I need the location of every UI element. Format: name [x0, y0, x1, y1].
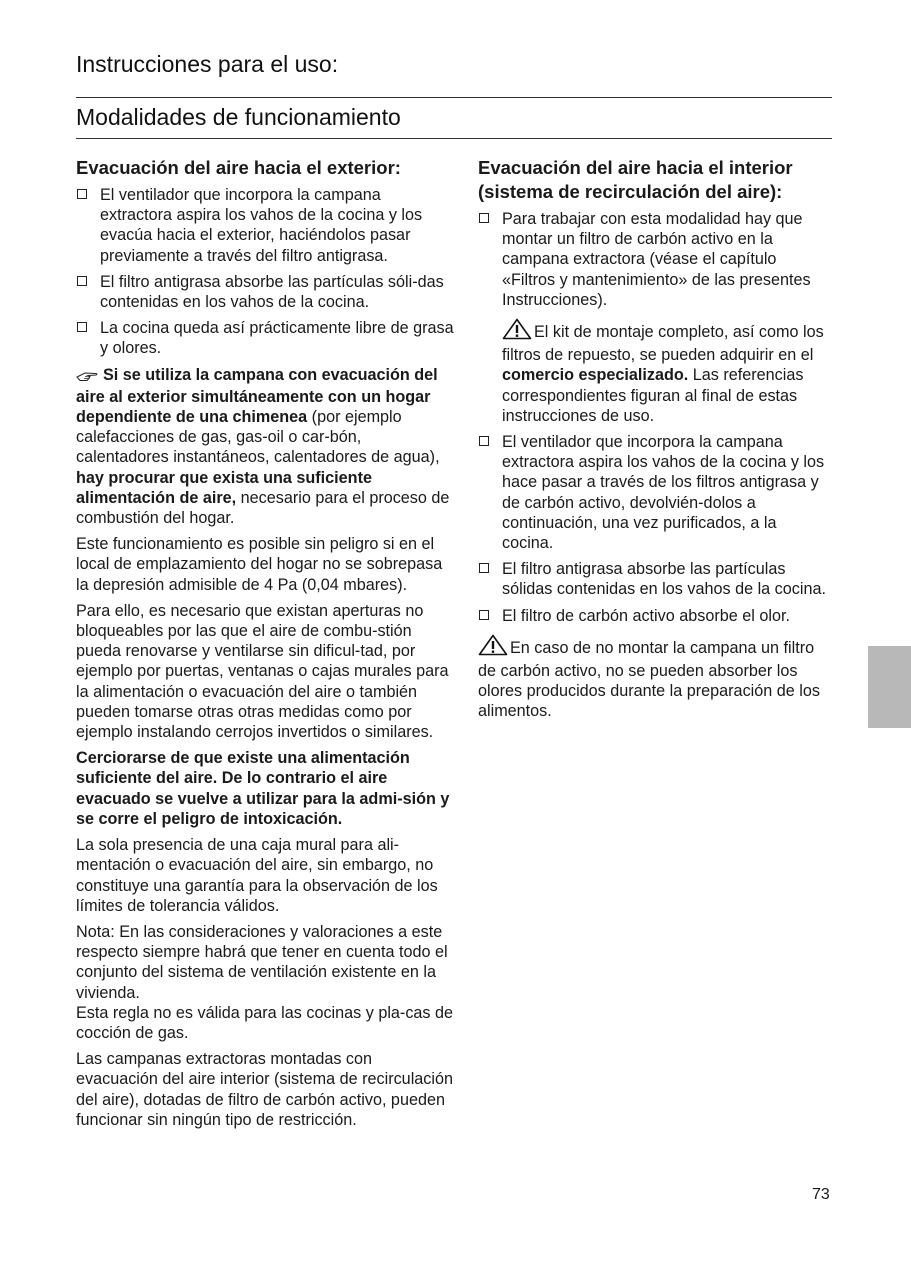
note-text: Nota: En las consideraciones y valoraciones a este respecto siempre habrá que tener en cuenta todo el conjunto del sistema de ventilación existente en la vivienda. — [76, 922, 448, 1002]
section-tab-marker — [868, 646, 911, 728]
chimney-note-bold-1: Si se utiliza la campana con evacuación del aire al exterior simultáneamente con un hogar dependiente de una chimenea — [76, 365, 438, 427]
checkbox-icon — [479, 436, 489, 446]
chimney-note-text-2: necesario para el proceso de combustión del hogar. — [76, 488, 450, 528]
list-item — [478, 559, 832, 599]
right-heading: Evacuación del aire hacia el interior (sistema de recirculación del aire): — [478, 157, 793, 202]
paragraph-depression: Este funcionamiento es posible sin peligro si en el local de emplazamiento del hogar no se sobrepasa la depresión admisible de 4 Pa (0,04 mbares). — [76, 535, 443, 594]
paragraph-wall-box: La sola presencia de una caja mural para ali-mentación o evacuación del aire, sin embargo, no constituye una garantía para la observación de los límites de tolerancia válidos. — [76, 836, 438, 915]
list-item-text: El ventilador que incorpora la campana extractora aspira los vahos de la cocina y los evacúa hacia el exterior, haciéndolos pasar previamente a través del filtro antigrasa. — [100, 186, 423, 265]
note-rule-text: Esta regla no es válida para las cocinas y pla-cas de cocción de gas. — [76, 1003, 454, 1042]
checkbox-icon — [479, 563, 489, 573]
list-item-text: El ventilador que incorpora la campana extractora aspira los vahos de la cocina y los hace pasar a través de los filtros antigrasa y de carbón activo, devolvién-dolos a continuación, una vez purificados, a la cocina. — [502, 433, 825, 553]
kit-warning-text-1: El kit de montaje completo, así como los filtros de repuesto, se pueden adquirir en el — [502, 323, 824, 365]
list-item-text: La cocina queda así prácticamente libre de grasa y olores. — [100, 319, 454, 358]
page-number: 73 — [812, 1186, 830, 1203]
list-item-text: El filtro de carbón activo absorbe el olor. — [502, 606, 790, 625]
header-title: Instrucciones para el uso: — [76, 51, 339, 77]
checkbox-icon — [77, 189, 87, 199]
carbon-filter-warning-text: En caso de no montar la campana un filtro de carbón activo, no se pueden absorber los olores producidos durante la preparación de los alimentos. — [478, 638, 820, 721]
list-item — [76, 272, 454, 312]
warning-icon — [478, 634, 508, 661]
chimney-note-bold-2: hay procurar que exista una suficiente alimentación de aire, — [76, 468, 372, 507]
list-item — [76, 185, 454, 266]
list-item — [76, 318, 454, 358]
warning-icon — [502, 318, 532, 345]
paragraph-warning-bold: Cerciorarse de que existe una alimentación suficiente del aire. De lo contrario el aire evacuado se vuelve a utilizar para la admi-sión y se corre el peligro de intoxicación. — [76, 749, 450, 828]
paragraph-note — [76, 922, 454, 1043]
header-rule — [76, 97, 832, 98]
right-column — [478, 156, 832, 728]
list-item-text: El filtro antigrasa absorbe las partículas sólidas contenidas en los vahos de la cocina. — [502, 560, 826, 599]
chimney-note — [76, 365, 454, 529]
checkbox-icon — [479, 610, 489, 620]
list-item — [478, 432, 832, 553]
kit-warning — [478, 318, 832, 426]
list-item-text: El filtro antigrasa absorbe las partículas sóli-das contenidas en los vahos de la cocina. — [100, 272, 444, 312]
list-item-text: Para trabajar con esta modalidad hay que montar un filtro de carbón activo en la campana extractora (véase el capítulo «Filtros y mantenimiento» de las presentes Instrucciones). — [502, 210, 811, 309]
kit-warning-bold: comercio especializado. — [502, 366, 689, 385]
paragraph-openings: Para ello, es necesario que existan aperturas no bloqueables por las que el aire de combu-stión pueda renovarse y ventilarse sin dificul-tad, por ejemplo por puertas, ventanas o cajas murales para la alimentación o evacuación del aire o también pueden tomarse otras otras medidas como por ejemplo instalando cerrojos invertidos o similares. — [76, 601, 449, 742]
chimney-note-text-1: (por ejemplo calefacciones de gas, gas-oil o car-bón, calentadores instantáneos, calentadores de agua), — [76, 408, 440, 467]
pointing-hand-icon — [76, 367, 100, 387]
carbon-filter-warning — [478, 634, 832, 722]
left-heading: Evacuación del aire hacia el exterior: — [76, 157, 401, 178]
list-item — [478, 606, 832, 626]
list-item — [478, 209, 832, 310]
section-rule — [76, 138, 832, 139]
section-title: Modalidades de funcionamiento — [76, 104, 401, 130]
checkbox-icon — [77, 322, 87, 332]
checkbox-icon — [77, 276, 87, 286]
checkbox-icon — [479, 213, 489, 223]
paragraph-recirculation: Las campanas extractoras montadas con evacuación del aire interior (sistema de recirculación del aire), dotadas de filtro de carbón activo, pueden funcionar sin ningún tipo de restricción. — [76, 1050, 453, 1129]
left-column — [76, 156, 454, 1136]
kit-warning-text-2: Las referencias correspondientes figuran al final de estas instrucciones de uso. — [502, 366, 804, 425]
